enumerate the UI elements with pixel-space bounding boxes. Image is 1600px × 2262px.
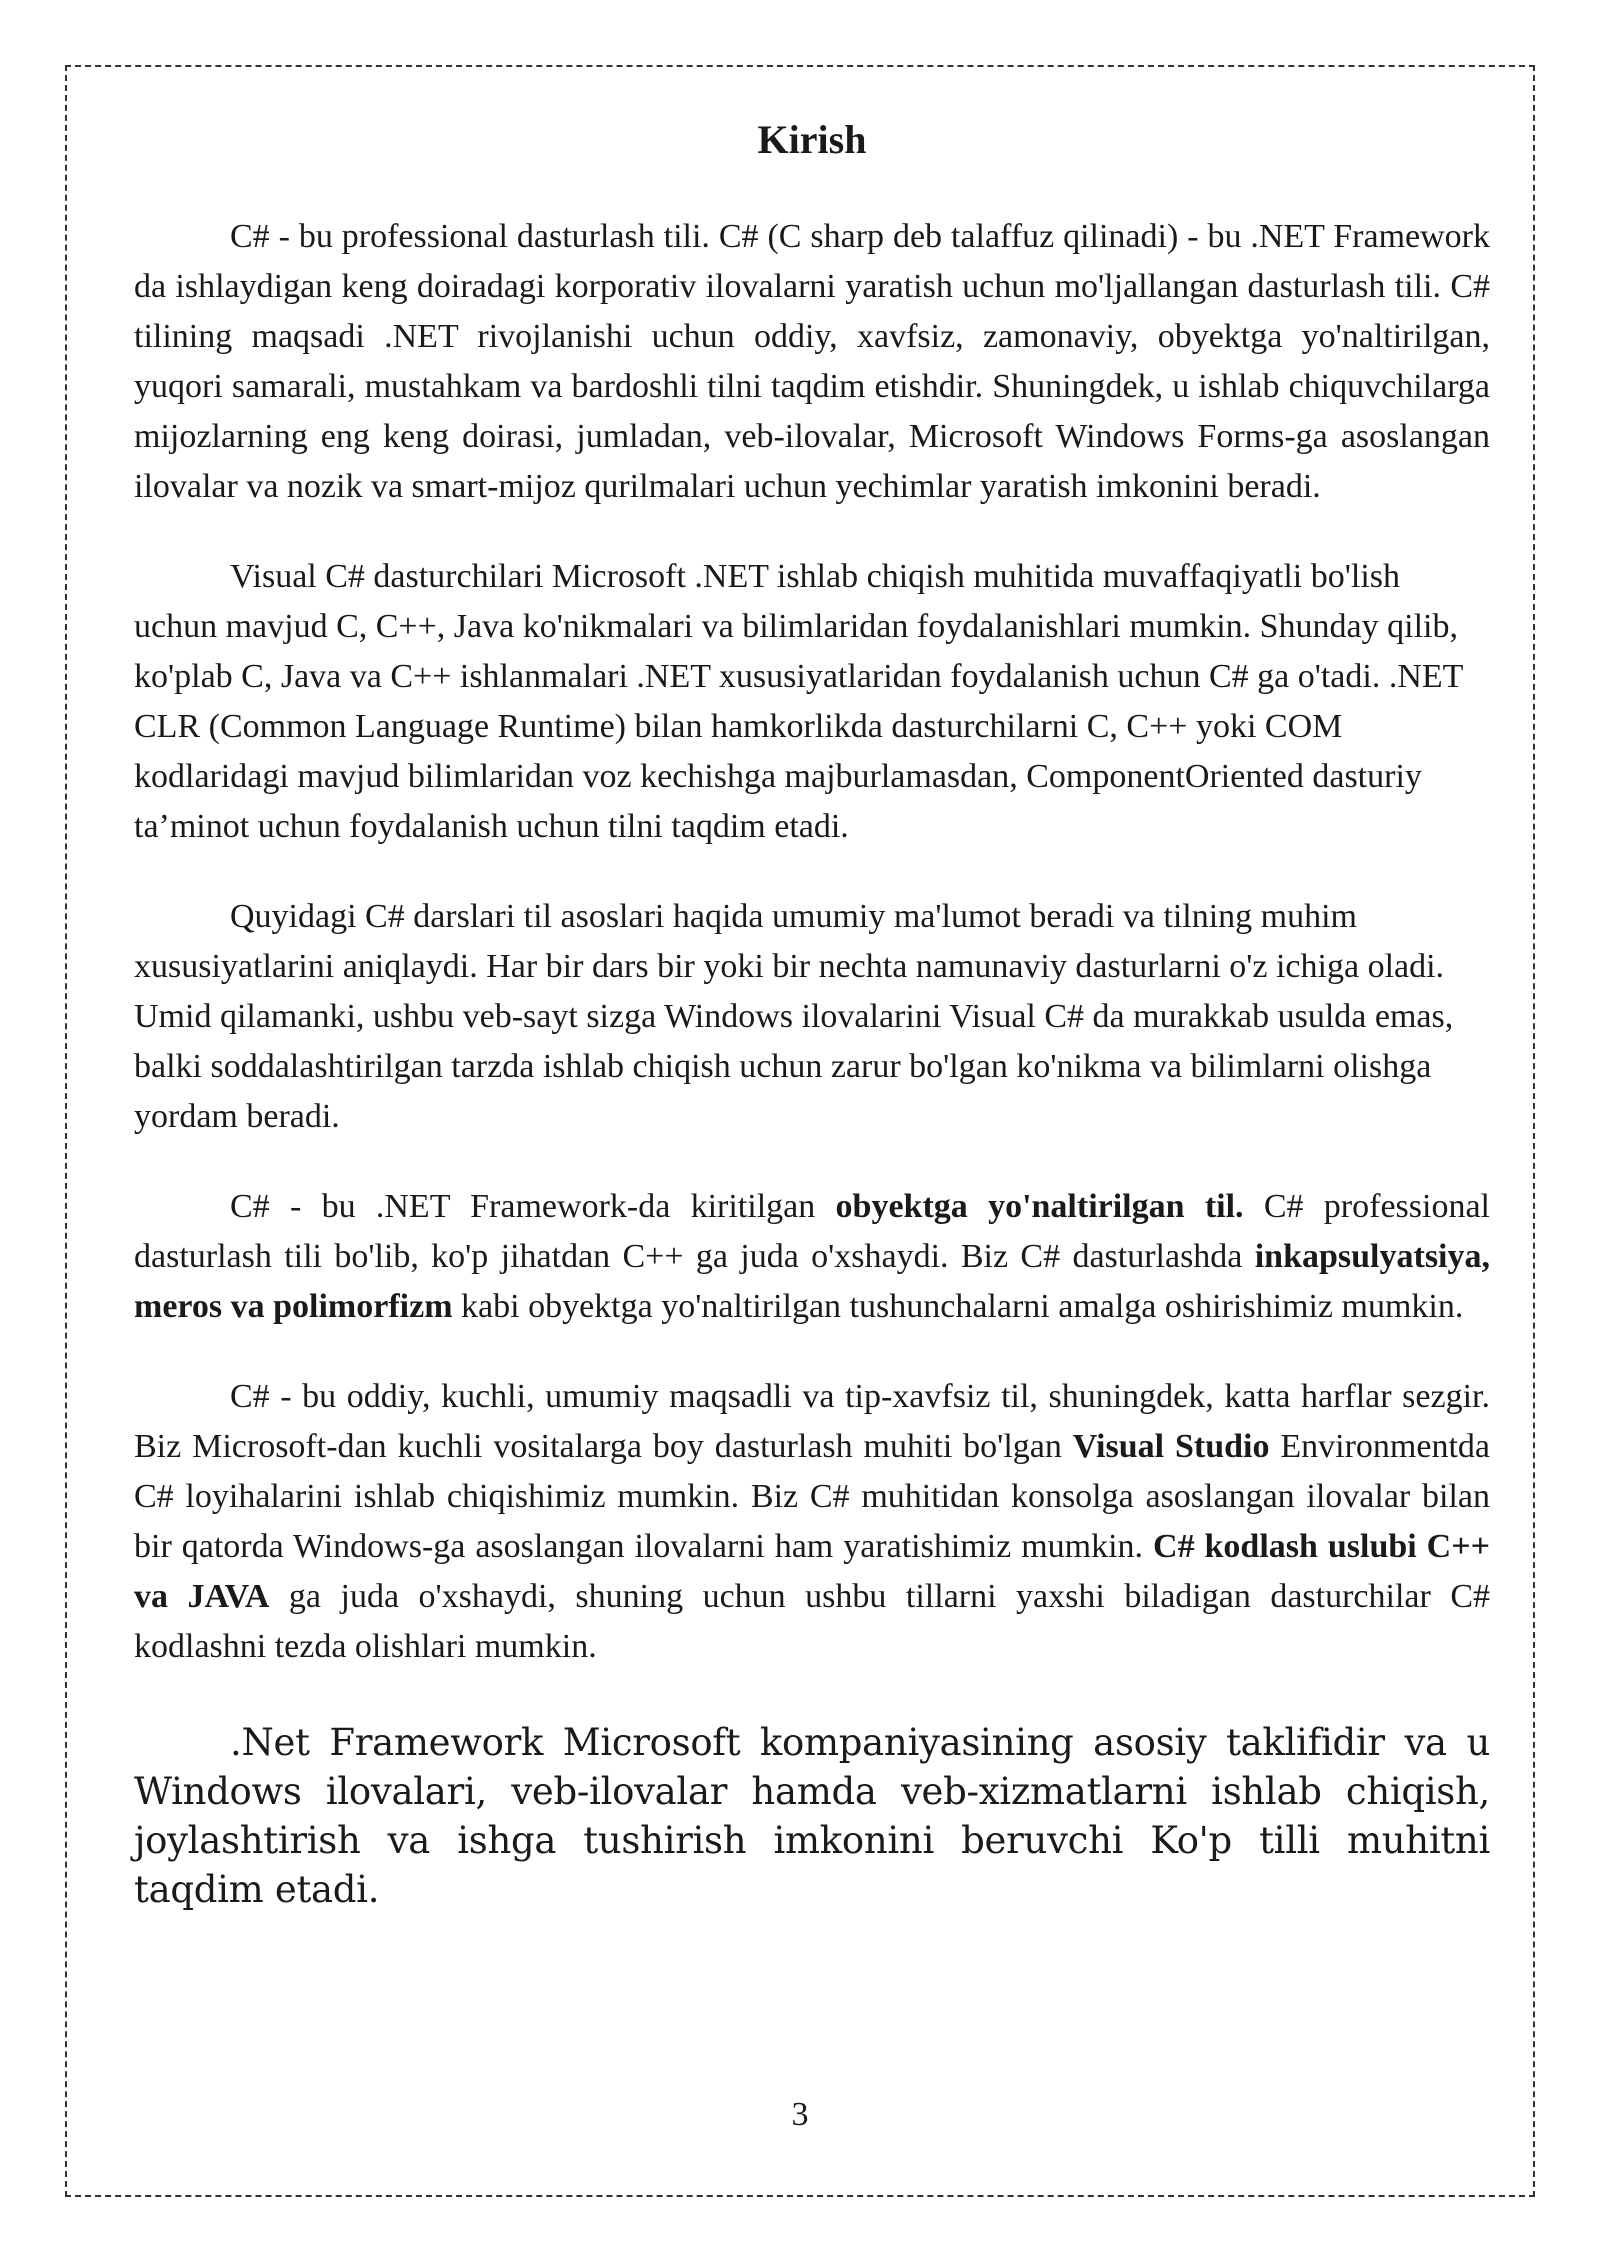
paragraph-intro: C# - bu professional dasturlash tili. C# (C sharp deb talaffuz qilinadi) - bu .NET Framework da ishlaydigan keng doiradagi korporativ ilovalarni yaratish uchun mo'ljallangan dasturlash tili. C# tilining maqsadi .NET rivojlanishi uchun oddiy, xavfsiz, zamonaviy, obyektga yo'naltirilgan, yuqori samarali, mustahkam va bardoshli tilni taqdim etishdir. Shuningdek, u ishlab chiquvchilarga mijozlarning eng keng doirasi, jumladan, veb-ilovalar, Microsoft Windows Forms-ga asoslangan ilovalar va nozik va smart-mijoz qurilmalari uchun yechimlar yaratish imkonini beradi. xyxy=(134,218,1490,505)
paragraph-oop-bold-1: obyektga yo'naltirilgan til. xyxy=(835,1188,1244,1225)
paragraph-oop xyxy=(134,1182,1490,1332)
paragraph-oop-text-1: C# - bu .NET Framework-da kiritilgan xyxy=(230,1188,836,1225)
paragraph-oop-text-2: C# professional dasturlash tili bo'lib, ko'p jihatdan C++ ga juda o'xshaydi. Biz C# dasturlashda xyxy=(134,1188,1490,1275)
paragraph-oop-bold-2: inkapsulyatsiya, meros va polimorfizm xyxy=(134,1238,1490,1325)
paragraph-features-bold-1: Visual Studio xyxy=(1072,1428,1270,1465)
document-body xyxy=(134,110,1490,1954)
paragraph-features-text-1: C# - bu oddiy, kuchli, umumiy maqsadli va tip-xavfsiz til, shuningdek, katta harflar sezgir. Biz Microsoft-dan kuchli vositalarga boy dasturlash muhiti bo'lgan xyxy=(134,1378,1490,1465)
paragraph-visual-csharp: Visual C# dasturchilari Microsoft .NET ishlab chiqish muhitida muvaffaqiyatli bo'lish uchun mavjud C, C++, Java ko'nikmalari va bilimlaridan foydalanishlari mumkin. Shunday qilib, ko'plab C, Java va C++ ishlanmalari .NET xususiyatlaridan foydalanish uchun C# ga o'tadi. .NET CLR (Common Language Runtime) bilan hamkorlikda dasturchilarni C, C++ yoki COM kodlaridagi mavjud bilimlaridan voz kechishga majburlamasdan, ComponentOriented dasturiy ta’minot uchun foydalanish uchun tilni taqdim etadi. xyxy=(134,558,1463,845)
paragraph-features-text-3: ga juda o'xshaydi, shuning uchun ushbu tillarni yaxshi biladigan dasturchilar C# kodlashni tezda olishlari mumkin. xyxy=(134,1578,1490,1665)
paragraph-oop-text-3: kabi obyektga yo'naltirilgan tushunchalarni amalga oshirishimiz mumkin. xyxy=(452,1288,1464,1325)
page-title: Kirish xyxy=(757,117,867,162)
paragraph-features-text-2: Environmentda C# loyihalarini ishlab chiqishimiz mumkin. Biz C# muhitidan konsolga asoslangan ilovalar bilan bir qatorda Windows-ga asoslangan ilovalarni ham yaratishimiz mumkin. xyxy=(134,1428,1490,1565)
paragraph-net-framework: .Net Framework Microsoft kompaniyasining asosiy taklifidir va u Windows ilovalari, veb-ilovalar hamda veb-xizmatlarni ishlab chiqish, joylashtirish va ishga tushirish imkonini beruvchi Ko'p tilli muhitni taqdim etadi. xyxy=(134,1721,1490,1911)
paragraph-lessons: Quyidagi C# darslari til asoslari haqida umumiy ma'lumot beradi va tilning muhim xususiyatlarini aniqlaydi. Har bir dars bir yoki bir nechta namunaviy dasturlarni o'z ichiga oladi. Umid qilamanki, ushbu veb-sayt sizga Windows ilovalarini Visual C# da murakkab usulda emas, balki soddalashtirilgan tarzda ishlab chiqish uchun zarur bo'lgan ko'nikma va bilimlarni olishga yordam beradi. xyxy=(134,898,1454,1135)
page-number: 3 xyxy=(791,2096,809,2133)
paragraph-features xyxy=(134,1372,1490,1672)
paragraph-features-bold-2: C# kodlash uslubi C++ va JAVA xyxy=(134,1528,1490,1615)
